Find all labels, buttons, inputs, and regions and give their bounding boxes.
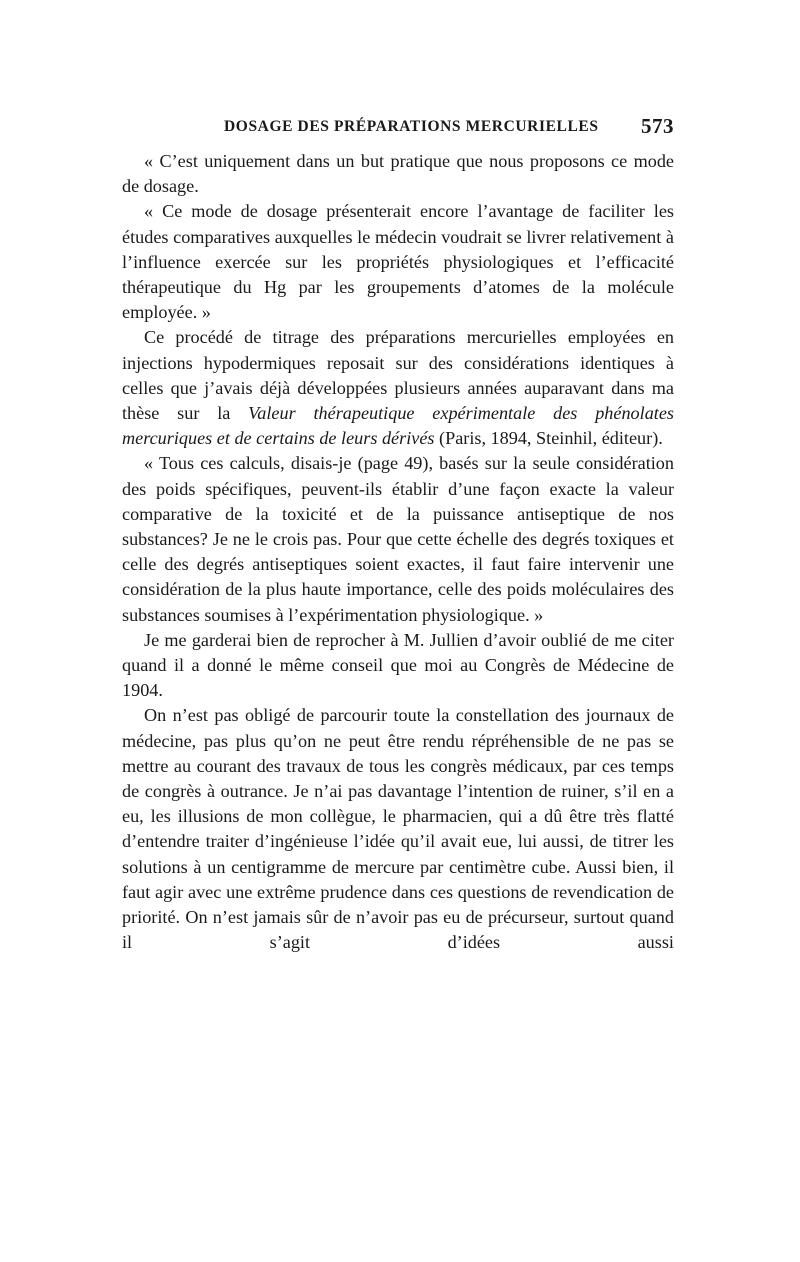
thesis-text-after: (Paris, 1894, Steinhil, éditeur). xyxy=(434,428,663,449)
paragraph-priority: On n’est pas obligé de parcourir toute la constellation des journaux de médecine, pas plus qu’on ne peut être rendu répréhensible de ne pas se mettre au courant des travaux de tous les congrès médicaux, par ces temps de congrès à outrance. Je n’ai pas davantage l’intention de ruiner, s’il en a eu, les illusions de mon collègue, le pharmacien, qui a dû être très flatté d’entendre traiter d’ingénieuse l’idée qu’il avait eue, lui aussi, de titrer les solutions à un centigramme de mercure par centimètre cube. Aussi bien, il faut agir avec une extrême prudence dans ces questions de revendication de priorité. On n’est jamais sûr de n’avoir pas eu de précurseur, surtout quand il s’agit d’idées aussi xyxy=(122,705,674,953)
body-text xyxy=(122,149,674,956)
thesis-title: Valeur thérapeutique expérimentale des phénolates mercuriques et de certains de leurs dérivés xyxy=(122,403,674,449)
paragraph-thesis-reference xyxy=(122,325,674,451)
paragraph-jullien: Je me garderai bien de reprocher à M. Jullien d’avoir oublié de me citer quand il a donné le même conseil que moi au Congrès de Médecine de 1904. xyxy=(122,629,674,701)
paragraph-quote-purpose: « C’est uniquement dans un but pratique que nous proposons ce mode de dosage. xyxy=(122,151,674,197)
thesis-text-before: Ce procédé de titrage des préparations mercurielles employées en injections hypodermiques reposait sur des considérations identiques à celles que j’avais déjà développées plusieurs années auparavant dans ma thèse sur la xyxy=(122,327,674,424)
running-header xyxy=(122,114,674,140)
paragraph-quote-calculations: « Tous ces calculs, disais-je (page 49), basés sur la seule considération des poids spécifiques, peuvent-ils établir d’une façon exacte la valeur comparative de la toxicité et de la puissance antiseptique de nos substances? Je ne le crois pas. Pour que cette échelle des degrés toxiques et celle des degrés antiseptiques soient exactes, il faut faire intervenir une considération de la plus haute importance, celle des poids moléculaires des substances soumises à l’expérimentation physiologique. » xyxy=(122,453,674,625)
page-number: 573 xyxy=(641,114,674,138)
running-title: DOSAGE DES PRÉPARATIONS MERCURIELLES xyxy=(224,118,599,135)
paragraph-quote-advantage: « Ce mode de dosage présenterait encore l’avantage de faciliter les études comparatives auxquelles le médecin voudrait se livrer relativement à l’influence exercée sur les propriétés physiologiques et l’efficacité thérapeutique du Hg par les groupements d’atomes de la molécule employée. » xyxy=(122,201,674,323)
